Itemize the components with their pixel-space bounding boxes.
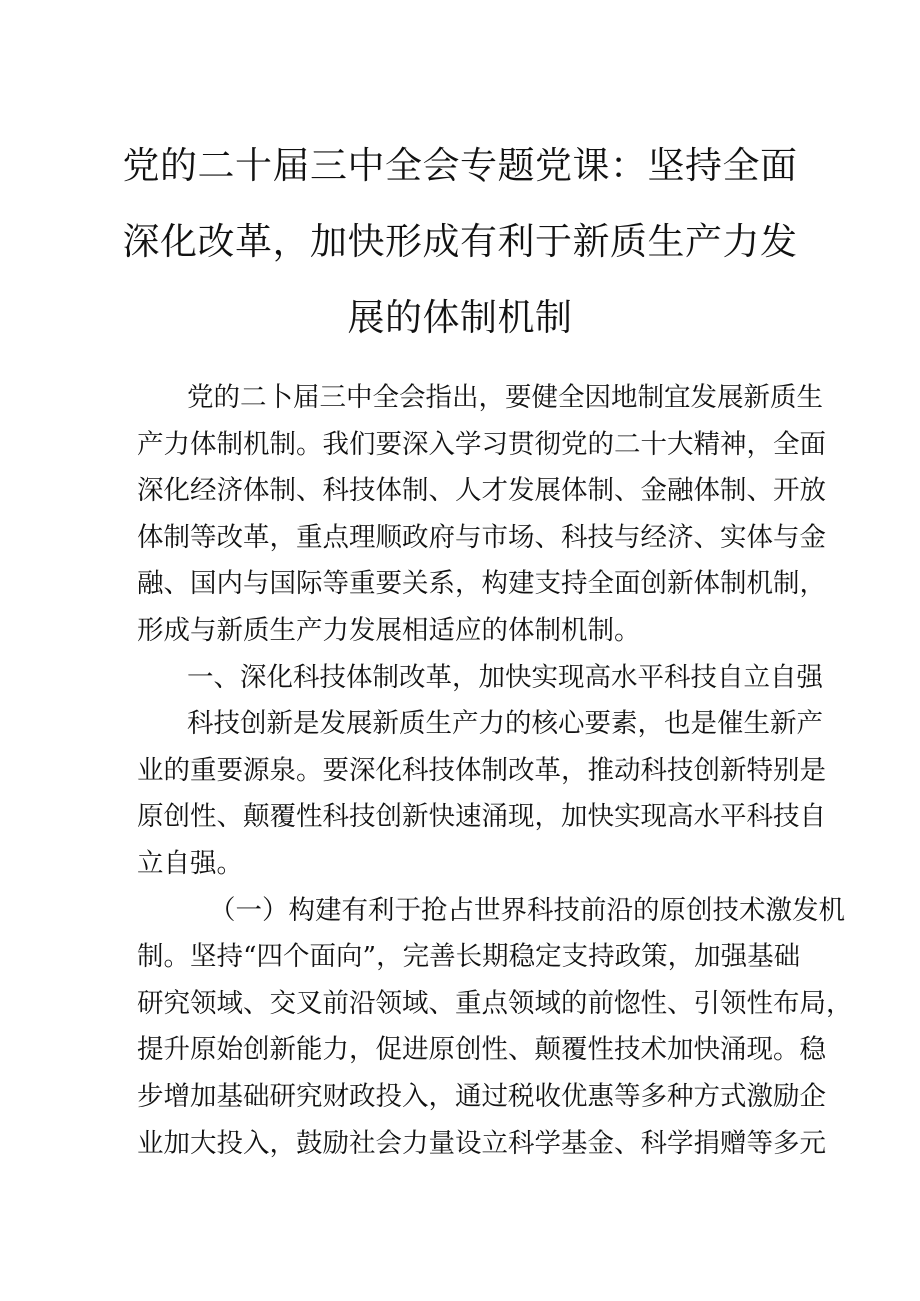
body-line-13: 制。坚持“四个面向”，完善长期稳定支持政策，加强基础 <box>137 941 801 973</box>
body-line-16: 步增加基础研究财政投入，通过税收优惠等多种方式激励企 <box>137 1080 826 1112</box>
body-line-11: 立自强。 <box>137 847 243 879</box>
body-line-2: 产力体制机制。我们要深入学习贯彻党的二十大精神，全面 <box>137 428 826 460</box>
body-line-4: 体制等改革，重点理顺政府与市场、科技与经济、实体与金 <box>137 521 826 553</box>
document-body <box>137 375 853 1167</box>
section-heading-1: 一、深化科技体制改革，加快实现高水平科技自立自强 <box>187 661 823 693</box>
title-line-2: 深化改革，加快形成有利于新质生产力发 <box>122 220 798 263</box>
body-line-3: 深化经济体制、科技体制、人才发展体制、金融体制、开放 <box>137 475 826 507</box>
body-line-10: 原创性、颠覆性科技创新快速涌现，加快实现高水平科技自 <box>137 801 826 833</box>
body-line-8: 科技创新是发展新质生产力的核心要素，也是催生新产 <box>187 708 823 740</box>
body-line-17: 业加大投入，鼓励社会力量设立科学基金、科学捐赠等多元 <box>137 1127 826 1159</box>
body-line-5: 融、国内与国际等重要关系，构建支持全面创新体制机制， <box>137 568 826 600</box>
subsection-heading-1: （一）构建有利于抢占世界科技前沿的原创技术激发机 <box>209 894 845 926</box>
title-line-3: 展的体制机制 <box>347 296 573 339</box>
body-line-9: 业的重要源泉。要深化科技体制改革，推动科技创新特别是 <box>137 754 826 786</box>
body-line-14: 研究领域、交叉前沿领域、重点领域的前惚性、引领性布局， <box>137 987 853 1019</box>
document-title <box>120 128 800 356</box>
body-line-1: 党的二卜届三中全会指出，要健全因地制宜发展新质生 <box>187 382 823 413</box>
title-line-1: 党的二十届三中全会专题党课：坚持全面 <box>122 144 798 187</box>
body-line-15: 提升原始创新能力，促进原创性、颠覆性技术加快涌现。稳 <box>137 1034 826 1066</box>
body-line-6: 形成与新质生产力发展相适应的体制机制。 <box>137 614 641 646</box>
